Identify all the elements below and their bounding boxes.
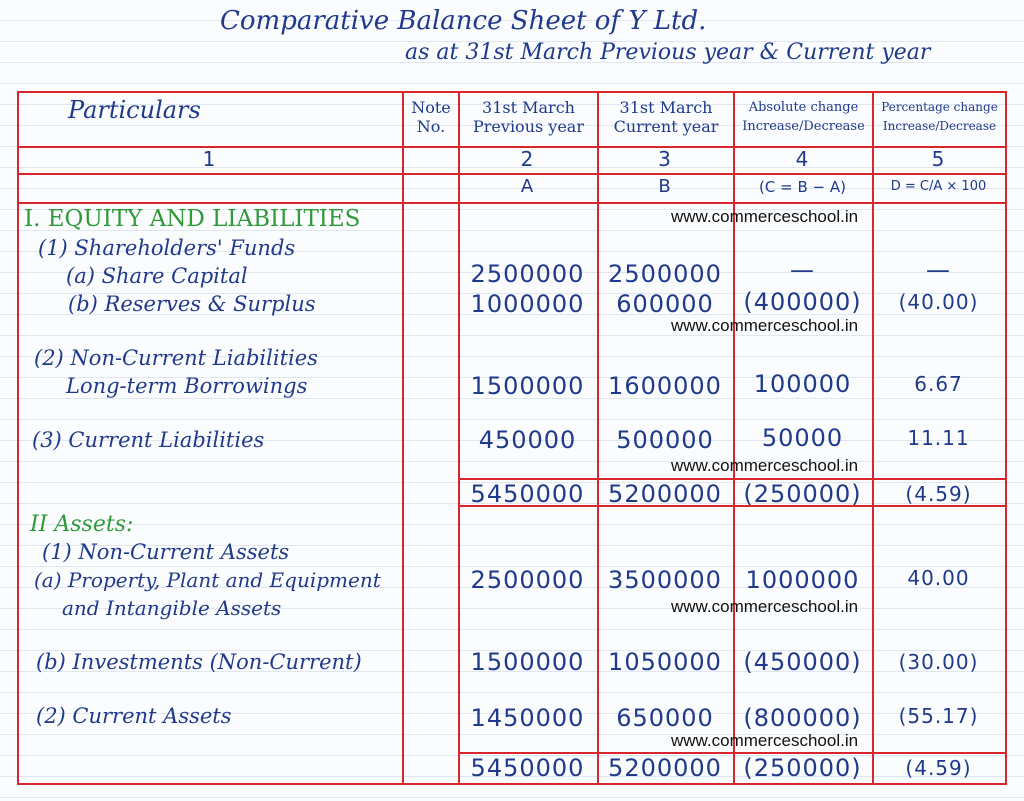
col-number-1: 1 bbox=[202, 147, 217, 171]
sheet-subtitle: as at 31st March Previous year & Current year bbox=[405, 40, 931, 65]
value-total-assets-curr: 5200000 bbox=[608, 754, 722, 782]
formula-b: B bbox=[658, 176, 672, 197]
header-note: Note No. bbox=[411, 98, 451, 136]
label-reserves-surplus: (b) Reserves & Surplus bbox=[68, 292, 316, 316]
value-cl-prev: 450000 bbox=[478, 426, 577, 454]
header-curr: 31st March Current year bbox=[613, 98, 719, 136]
value-ltb-pct: 6.67 bbox=[914, 372, 963, 396]
value-ppe-curr: 3500000 bbox=[608, 566, 722, 594]
value-ppe-pct: 40.00 bbox=[907, 566, 970, 590]
label-share-capital: (a) Share Capital bbox=[66, 264, 248, 288]
label-current-liabilities: (3) Current Liabilities bbox=[32, 428, 265, 452]
value-total-assets-abs: (250000) bbox=[743, 754, 862, 782]
value-reserves-curr: 600000 bbox=[616, 290, 714, 318]
value-total-assets-pct: (4.59) bbox=[905, 756, 972, 780]
watermark: www.commerceschool.in bbox=[671, 316, 859, 335]
value-total-assets-prev: 5450000 bbox=[470, 754, 585, 782]
value-ltb-curr: 1600000 bbox=[608, 372, 722, 400]
section-equity-liabilities: I. EQUITY AND LIABILITIES bbox=[24, 206, 361, 232]
formula-d: D = C/A × 100 bbox=[890, 179, 987, 194]
value-total-liabilities-curr: 5200000 bbox=[608, 480, 722, 508]
value-total-liabilities-abs: (250000) bbox=[743, 480, 862, 508]
label-non-current-assets: (1) Non-Current Assets bbox=[42, 540, 290, 564]
value-ppe-abs: 1000000 bbox=[745, 566, 860, 594]
value-share-capital-prev: 2500000 bbox=[470, 260, 585, 288]
col-number-2: 2 bbox=[520, 147, 535, 171]
value-ltb-abs: 100000 bbox=[753, 370, 852, 398]
value-current-assets-abs: (800000) bbox=[743, 704, 862, 732]
header-pct: Percentage change Increase/Decrease bbox=[881, 100, 998, 133]
label-long-term-borrowings: Long-term Borrowings bbox=[66, 374, 308, 398]
value-investments-pct: (30.00) bbox=[898, 650, 979, 674]
label-investments: (b) Investments (Non-Current) bbox=[36, 650, 362, 674]
value-investments-prev: 1500000 bbox=[470, 648, 585, 676]
col-number-3: 3 bbox=[658, 147, 672, 171]
value-share-capital-pct: — bbox=[926, 256, 951, 284]
value-current-assets-prev: 1450000 bbox=[470, 704, 585, 732]
value-ppe-prev: 2500000 bbox=[470, 566, 585, 594]
header-prev: 31st March Previous year bbox=[473, 98, 584, 136]
sheet-title: Comparative Balance Sheet of Y Ltd. bbox=[220, 6, 707, 36]
value-investments-curr: 1050000 bbox=[608, 648, 722, 676]
header-particulars: Particulars bbox=[68, 96, 201, 124]
watermark: www.commerceschool.in bbox=[671, 207, 859, 226]
value-total-liabilities-prev: 5450000 bbox=[470, 480, 585, 508]
value-current-assets-pct: (55.17) bbox=[898, 704, 979, 728]
value-investments-abs: (450000) bbox=[743, 648, 862, 676]
value-cl-pct: 11.11 bbox=[907, 426, 970, 450]
value-current-assets-curr: 650000 bbox=[616, 704, 714, 732]
value-share-capital-abs: — bbox=[790, 256, 815, 284]
section-assets: II Assets: bbox=[30, 512, 134, 537]
formula-a: A bbox=[520, 176, 535, 197]
label-current-assets: (2) Current Assets bbox=[36, 704, 232, 728]
value-share-capital-curr: 2500000 bbox=[608, 260, 722, 288]
value-reserves-prev: 1000000 bbox=[470, 290, 585, 318]
col-number-4: 4 bbox=[795, 147, 810, 171]
label-non-current-liabilities: (2) Non-Current Liabilities bbox=[34, 346, 318, 370]
value-reserves-pct: (40.00) bbox=[898, 290, 979, 314]
watermark: www.commerceschool.in bbox=[671, 597, 859, 616]
label-ppe-line1: (a) Property, Plant and Equipment bbox=[34, 568, 381, 592]
value-ltb-prev: 1500000 bbox=[470, 372, 585, 400]
value-cl-curr: 500000 bbox=[616, 426, 714, 454]
label-ppe-line2: and Intangible Assets bbox=[62, 596, 282, 620]
watermark: www.commerceschool.in bbox=[671, 731, 859, 750]
value-reserves-abs: (400000) bbox=[743, 288, 862, 316]
header-abs: Absolute change Increase/Decrease bbox=[742, 100, 865, 134]
formula-c: (C = B − A) bbox=[759, 178, 846, 196]
value-cl-abs: 50000 bbox=[761, 424, 844, 452]
watermark: www.commerceschool.in bbox=[671, 456, 859, 475]
value-total-liabilities-pct: (4.59) bbox=[905, 482, 972, 506]
col-number-5: 5 bbox=[931, 147, 946, 171]
label-shareholders-funds: (1) Shareholders' Funds bbox=[38, 236, 296, 260]
